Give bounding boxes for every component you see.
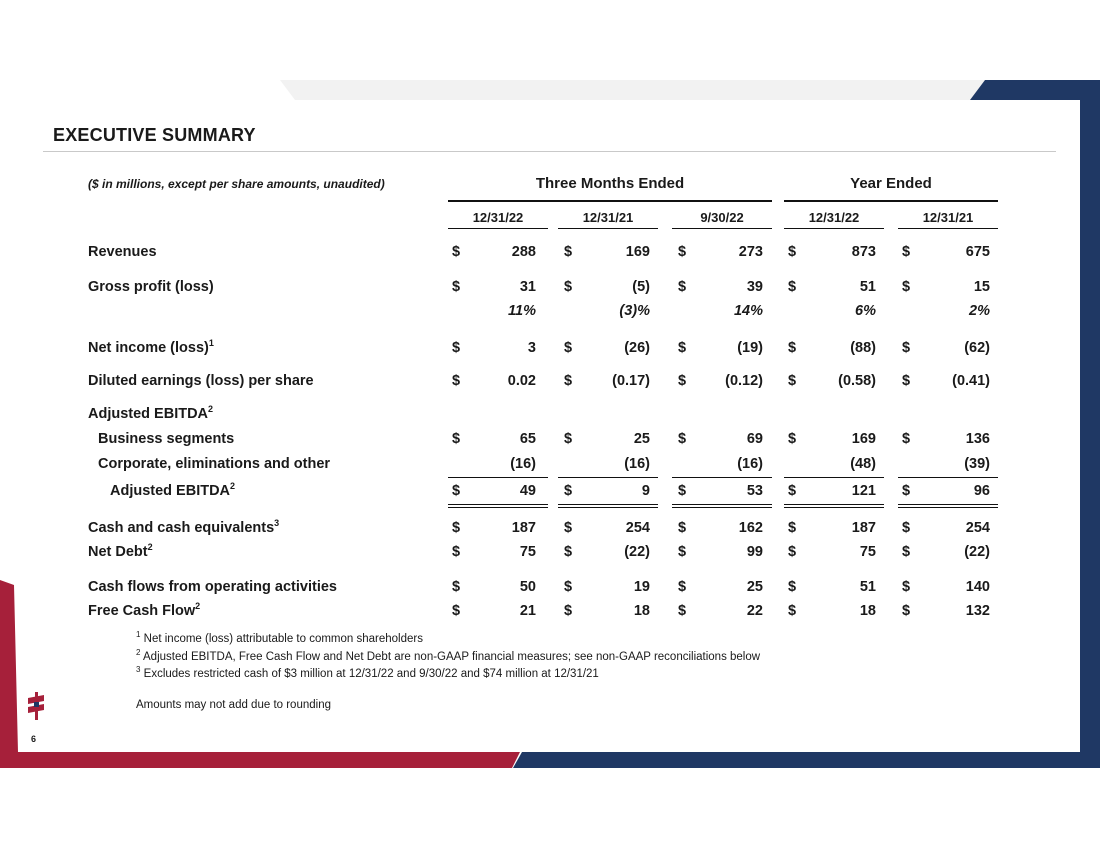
column-header: 12/31/21 [922,210,974,225]
currency-symbol: $ [678,520,687,536]
row-label [88,544,153,560]
currency-symbol: $ [678,279,687,295]
currency-symbol: $ [788,340,797,356]
currency-symbol: $ [564,431,573,447]
currency-symbol: $ [452,373,461,389]
subtotal-rule [448,477,548,478]
table-cell-value: (22) [964,544,990,560]
table-cell-value: 51 [859,579,876,595]
table-cell-value: 49 [519,483,536,499]
currency-symbol: $ [788,483,797,499]
table-cell-value: 140 [965,579,990,595]
currency-symbol: $ [452,544,461,560]
row-label-text: Revenues [88,244,157,260]
footnote-number: 1 [136,630,141,640]
table-cell-value: 99 [746,544,763,560]
currency-symbol: $ [564,373,573,389]
table-cell-value: (16) [510,456,536,472]
footnote-marker: 2 [195,601,201,612]
row-label-text: Net Debt [88,544,148,560]
row-label [88,279,214,295]
table-cell-value: (26) [624,340,650,356]
footnote-text: Adjusted EBITDA, Free Cash Flow and Net Debt are non-GAAP financial measures; see non-GAAP reconciliations below [140,651,761,663]
table-cell-value: (19) [737,340,763,356]
footnote-marker: 1 [208,338,214,349]
table-cell-value: (62) [964,340,990,356]
column-group-rule [448,200,772,202]
row-label [110,483,235,499]
table-cell-value: 21 [519,603,536,619]
currency-symbol: $ [452,579,461,595]
margin-percent: 14% [733,303,763,319]
row-label-text: Diluted earnings (loss) per share [88,373,314,389]
row-label-text: Corporate, eliminations and other [98,456,331,472]
column-header-rule [558,228,658,229]
footnote-marker: 3 [274,518,280,529]
bottom-navy-band [513,752,1080,768]
column-header-rule [672,228,772,229]
column-header-rule [898,228,998,229]
total-rule [784,507,884,508]
total-rule [558,507,658,508]
currency-symbol: $ [902,431,911,447]
currency-symbol: $ [902,373,911,389]
row-label [88,603,200,619]
table-subtitle: ($ in millions, except per share amounts, unaudited) [88,177,385,191]
table-cell-value: 136 [965,431,990,447]
margin-percent: (3)% [619,303,650,319]
table-cell-value: 0.02 [507,373,536,389]
currency-symbol: $ [788,544,797,560]
currency-symbol: $ [788,520,797,536]
row-label [88,579,337,595]
currency-symbol: $ [452,603,461,619]
table-cell-value: 273 [738,244,763,260]
column-group-header: Year Ended [850,175,932,192]
table-cell-value: (16) [624,456,650,472]
row-label-text: Cash flows from operating activities [88,579,337,595]
top-gray-band [280,80,985,100]
row-label-text: Adjusted EBITDA [88,406,209,422]
currency-symbol: $ [564,483,573,499]
table-cell-value: (88) [850,340,876,356]
table-cell-value: (16) [737,456,763,472]
table-cell-value: (22) [624,544,650,560]
table-cell-value: 25 [633,431,650,447]
currency-symbol: $ [678,340,687,356]
table-cell-value: (0.12) [725,373,763,389]
currency-symbol: $ [564,520,573,536]
currency-symbol: $ [902,340,911,356]
subtotal-rule [898,477,998,478]
table-cell-value: 15 [973,279,990,295]
total-rule [898,507,998,508]
row-label-text: Adjusted EBITDA [110,483,231,499]
row-label [88,373,314,389]
currency-symbol: $ [564,603,573,619]
footnote [136,665,599,680]
table-cell-value: 162 [738,520,763,536]
row-label-text: Gross profit (loss) [88,279,214,295]
subtotal-rule [672,477,772,478]
column-group-rule [784,200,998,202]
table-cell-value: 169 [625,244,650,260]
total-rule [558,504,658,505]
currency-symbol: $ [678,544,687,560]
table-cell-value: 51 [859,279,876,295]
total-rule [672,507,772,508]
currency-symbol: $ [678,431,687,447]
column-header: 12/31/22 [472,210,524,225]
footnote-number: 3 [136,665,141,675]
table-cell-value: 873 [851,244,876,260]
table-cell-value: 3 [527,340,536,356]
currency-symbol: $ [452,279,461,295]
table-cell-value: 75 [519,544,536,560]
footnote-marker: 2 [230,481,236,492]
table-cell-value: (48) [850,456,876,472]
currency-symbol: $ [678,244,687,260]
row-label [88,406,213,422]
subtotal-rule [784,477,884,478]
table-cell-value: (0.58) [838,373,876,389]
currency-symbol: $ [452,520,461,536]
currency-symbol: $ [788,579,797,595]
footnote-number: 2 [136,648,141,658]
column-group-header: Three Months Ended [535,175,685,192]
rounding-note: Amounts may not add due to rounding [136,699,331,711]
margin-percent: 2% [969,303,990,319]
currency-symbol: $ [902,520,911,536]
currency-symbol: $ [788,373,797,389]
row-label-text: Business segments [98,431,235,447]
table-cell-value: 18 [633,603,650,619]
table-cell-value: 19 [633,579,650,595]
footnote-marker: 2 [208,404,214,415]
row-label [88,340,214,356]
table-cell-value: 22 [746,603,763,619]
table-cell-value: (39) [964,456,990,472]
subtotal-rule [558,477,658,478]
row-label [98,456,330,472]
table-cell-value: 18 [859,603,876,619]
currency-symbol: $ [564,279,573,295]
table-cell-value: 69 [746,431,763,447]
table-cell-value: 50 [519,579,536,595]
total-rule [448,504,548,505]
margin-percent: 6% [855,303,876,319]
page-title: EXECUTIVE SUMMARY [53,125,256,145]
total-rule [448,507,548,508]
table-cell-value: 75 [859,544,876,560]
currency-symbol: $ [678,579,687,595]
column-header-rule [448,228,548,229]
currency-symbol: $ [788,603,797,619]
table-cell-value: 53 [746,483,763,499]
currency-symbol: $ [902,579,911,595]
total-rule [784,504,884,505]
column-header: 9/30/22 [700,210,744,225]
row-label [88,520,279,536]
currency-symbol: $ [564,340,573,356]
row-label [98,431,234,447]
currency-symbol: $ [902,483,911,499]
table-cell-value: 675 [965,244,990,260]
table-cell-value: (0.41) [952,373,990,389]
row-label-text: Net income (loss) [88,340,209,356]
table-cell-value: 254 [625,520,650,536]
footnote-text: Net income (loss) attributable to common shareholders [140,633,423,645]
footnote [136,630,423,645]
currency-symbol: $ [452,483,461,499]
title-divider [43,151,1056,152]
table-cell-value: (0.17) [612,373,650,389]
currency-symbol: $ [902,544,911,560]
currency-symbol: $ [564,244,573,260]
currency-symbol: $ [678,373,687,389]
currency-symbol: $ [902,244,911,260]
total-rule [898,504,998,505]
currency-symbol: $ [788,431,797,447]
footnote-marker: 2 [147,542,153,553]
currency-symbol: $ [902,603,911,619]
table-cell-value: 169 [851,431,876,447]
table-cell-value: 25 [746,579,763,595]
row-label [88,244,157,260]
currency-symbol: $ [564,544,573,560]
table-cell-value: 254 [965,520,990,536]
currency-symbol: $ [564,579,573,595]
company-logo-icon [26,692,46,720]
currency-symbol: $ [452,340,461,356]
table-cell-value: (5) [632,279,650,295]
footnote [136,648,761,663]
table-cell-value: 31 [519,279,536,295]
column-header: 12/31/22 [808,210,860,225]
column-header: 12/31/21 [582,210,634,225]
row-label-text: Cash and cash equivalents [88,520,275,536]
margin-percent: 11% [508,303,536,319]
row-label-text: Free Cash Flow [88,603,196,619]
total-rule [672,504,772,505]
currency-symbol: $ [678,483,687,499]
currency-symbol: $ [452,431,461,447]
currency-symbol: $ [788,279,797,295]
column-header-rule [784,228,884,229]
currency-symbol: $ [678,603,687,619]
table-cell-value: 121 [851,483,876,499]
table-cell-value: 65 [519,431,536,447]
table-cell-value: 9 [641,483,650,499]
table-cell-value: 187 [511,520,536,536]
table-cell-value: 288 [511,244,536,260]
currency-symbol: $ [788,244,797,260]
page-number: 6 [31,734,37,744]
footnote-text: Excludes restricted cash of $3 million at 12/31/22 and 9/30/22 and $74 million at 12/31/21 [140,668,599,680]
table-cell-value: 132 [965,603,990,619]
currency-symbol: $ [452,244,461,260]
table-cell-value: 39 [746,279,763,295]
table-cell-value: 187 [851,520,876,536]
table-cell-value: 96 [973,483,990,499]
currency-symbol: $ [902,279,911,295]
